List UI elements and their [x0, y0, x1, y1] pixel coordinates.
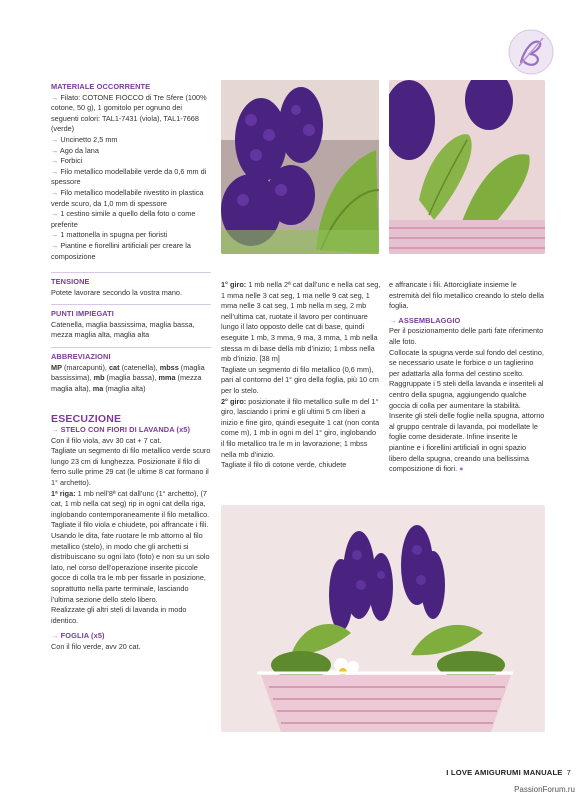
- paragraph: Con il filo verde, avv 20 cat.: [51, 641, 141, 651]
- paragraph: 1° giro: 1 mb nella 2ª cat dall’unc e nella cat seg, 1 mma nelle 3 cat seg, 1 ma nelle 9 cat seg, 1 mma nelle 3 cat seg, 1 mb nella m seg, 2 mb nell’ultima cat, ruotate il lavoro per continuare lungo il lato opposto delle cat di base, quindi eseguite 1 mb, 3 mma, 9 ma, 3 mma, 1 mb nella stessa m di base della mb d’inizio; 1 mbss nella mb d’inizio. [38 m]: [221, 280, 381, 364]
- photo-leaves-closeup: [389, 80, 545, 254]
- assemblaggio-heading: → ASSEMBLAGGIO: [389, 315, 461, 325]
- list-item: → Filo metallico modellabile verde da 0,6 mm di spessore: [51, 166, 207, 187]
- paragraph: 2° giro: posizionate il filo metallico sulle m del 1° giro, lasciando i primi e gli ultimi 5 cm liberi a inizio e fine giro, quindi eseguite 1 cat (non conta come m), 1 mb in ogni m del 1° giro, inglobando il filo metallico tra le m in lavorazione; 1 mbss nella mb d’inizio.: [221, 396, 380, 459]
- list-item: → Forbici: [51, 156, 83, 166]
- column-middle: [221, 280, 381, 471]
- arrow-icon: →: [51, 425, 59, 435]
- paragraph: Realizzate gli altri steli di lavanda in modo identico.: [51, 605, 187, 625]
- foglia-heading: → FOGLIA (x5): [51, 631, 105, 641]
- page-footer: [446, 768, 571, 777]
- end-mark-icon: ●: [459, 464, 464, 474]
- abbreviazioni-text: MP (marcapunti), cat (catenella), mbss (maglia bassissima), mb (maglia bassa), mma (mezza maglia alta), ma (maglia alta): [51, 362, 205, 393]
- paragraph: e affrancate i fili. Attorcigliate insieme le estremità del filo metallico creando lo stelo della foglia.: [389, 280, 544, 311]
- arrow-icon: →: [51, 134, 59, 144]
- paragraph: Tagliate un segmento di filo metallico verde scuro lungo 23 cm di lunghezza. Posizionate il filo di ferro sulle prime 29 cat (le ultime 8 cat formano il 1° archetto).: [51, 446, 211, 487]
- punti-section: [51, 304, 211, 341]
- arrow-icon: →: [51, 92, 59, 102]
- magazine-title: I LOVE AMIGURUMI MANUALE: [446, 768, 563, 777]
- paragraph: Tagliate un segmento di filo metallico (0,6 mm), pari al contorno del 1° giro della foglia, più 10 cm per lo stelo.: [221, 364, 379, 395]
- esecuzione-section: [51, 414, 211, 652]
- photo-lavender-closeup: [221, 80, 379, 254]
- list-item: → 1 mattonella in spugna per fioristi: [51, 230, 168, 240]
- punti-text: Catenella, maglia bassissima, maglia bassa, mezza maglia alta, maglia alta: [51, 319, 195, 340]
- paragraph: Tagliate il filo viola e chiudete, poi affrancate i fili. Usando le dita, fate ruotare le mb attorno al filo metallico (stelo), in modo che gli archetti si distribuiscano su ogni lato (foto) e non su un solo lato, nel corso dell’operazione inserite piccole gocce di colla tra le mb per fissarle in posizione, soprattutto nella parte terminale, lasciando l’ultima sezione dello stelo libero.: [51, 520, 210, 604]
- paragraph: Tagliate il filo di cotone verde, chiudete: [221, 460, 347, 470]
- paragraph: Per il posizionamento delle parti fate riferimento alle foto.: [389, 326, 544, 346]
- tensione-heading: TENSIONE: [51, 277, 90, 287]
- arrow-icon: →: [51, 230, 59, 240]
- column-left: [51, 82, 211, 653]
- tensione-text: Potete lavorare secondo la vostra mano.: [51, 287, 183, 297]
- column-right: [389, 280, 545, 475]
- punti-heading: PUNTI IMPIEGATI: [51, 309, 114, 319]
- list-item: → 1 cestino simile a quello della foto o come preferite: [51, 209, 196, 229]
- list-item: → Uncinetto 2,5 mm: [51, 134, 118, 144]
- arrow-icon: →: [51, 187, 59, 197]
- list-item: → Filo metallico modellabile rivestito in plastica verde scuro, da 1,0 mm di spessore: [51, 187, 204, 208]
- arrow-icon: →: [51, 209, 59, 219]
- esecuzione-heading: ESECUZIONE: [51, 413, 122, 426]
- paragraph: 1ª riga: 1 mb nell’8ª cat dall’unc (1° archetto), (7 cat, 1 mb nella cat seg) rip in ogni cat della riga, inglobando contemporaneamente il filo metallico.: [51, 488, 210, 519]
- materiale-heading: MATERIALE OCCORRENTE: [51, 82, 151, 91]
- photo-basket-composition: [221, 505, 545, 732]
- page-number: 7: [566, 768, 571, 777]
- stelo-heading: → STELO CON FIORI DI LAVANDA (x5): [51, 425, 191, 435]
- list-item: → Piantine e fiorellini artificiali per creare la composizione: [51, 240, 191, 261]
- arrow-icon: →: [51, 166, 59, 176]
- paragraph: Collocate la spugna verde sul fondo del cestino, se necessario usate le forbice o un taglierino per adattarla alla forma del cestino scelto. Raggruppate i 5 steli della lavanda e inseriteli al centro della spugna, aggiungendo qualche goccia di colla per aumentare la stabilità. Inserite gli steli delle foglie nella spugna, attorno al gruppo centrale di lavanda, poi modellate le foglie come desiderate. Infine inserite le piantine e i fiorellini artificiali in ogni spazio libero della spugna, creando una bellissima composizione di fiori. ●: [389, 347, 545, 474]
- watermark: PassionForum.ru: [514, 785, 575, 794]
- arrow-icon: →: [51, 156, 59, 166]
- tensione-section: [51, 272, 211, 298]
- arrow-icon: →: [51, 631, 59, 641]
- materiale-list: [51, 93, 211, 263]
- arrow-icon: →: [51, 240, 59, 250]
- abbreviazioni-heading: ABBREVIAZIONI: [51, 352, 111, 362]
- magazine-logo: [507, 28, 555, 76]
- arrow-icon: →: [389, 315, 397, 325]
- list-item: → Filato: COTONE FIOCCO di Tre Sfere (100% cotone, 50 g), 1 gomitolo per ognuno dei seguenti colori: TAL1-7431 (viola), TAL1-7668 (verde): [51, 92, 207, 134]
- list-item: → Ago da lana: [51, 145, 99, 155]
- paragraph: Con il filo viola, avv 30 cat + 7 cat.: [51, 435, 162, 445]
- abbreviazioni-section: [51, 347, 211, 394]
- arrow-icon: →: [51, 145, 59, 155]
